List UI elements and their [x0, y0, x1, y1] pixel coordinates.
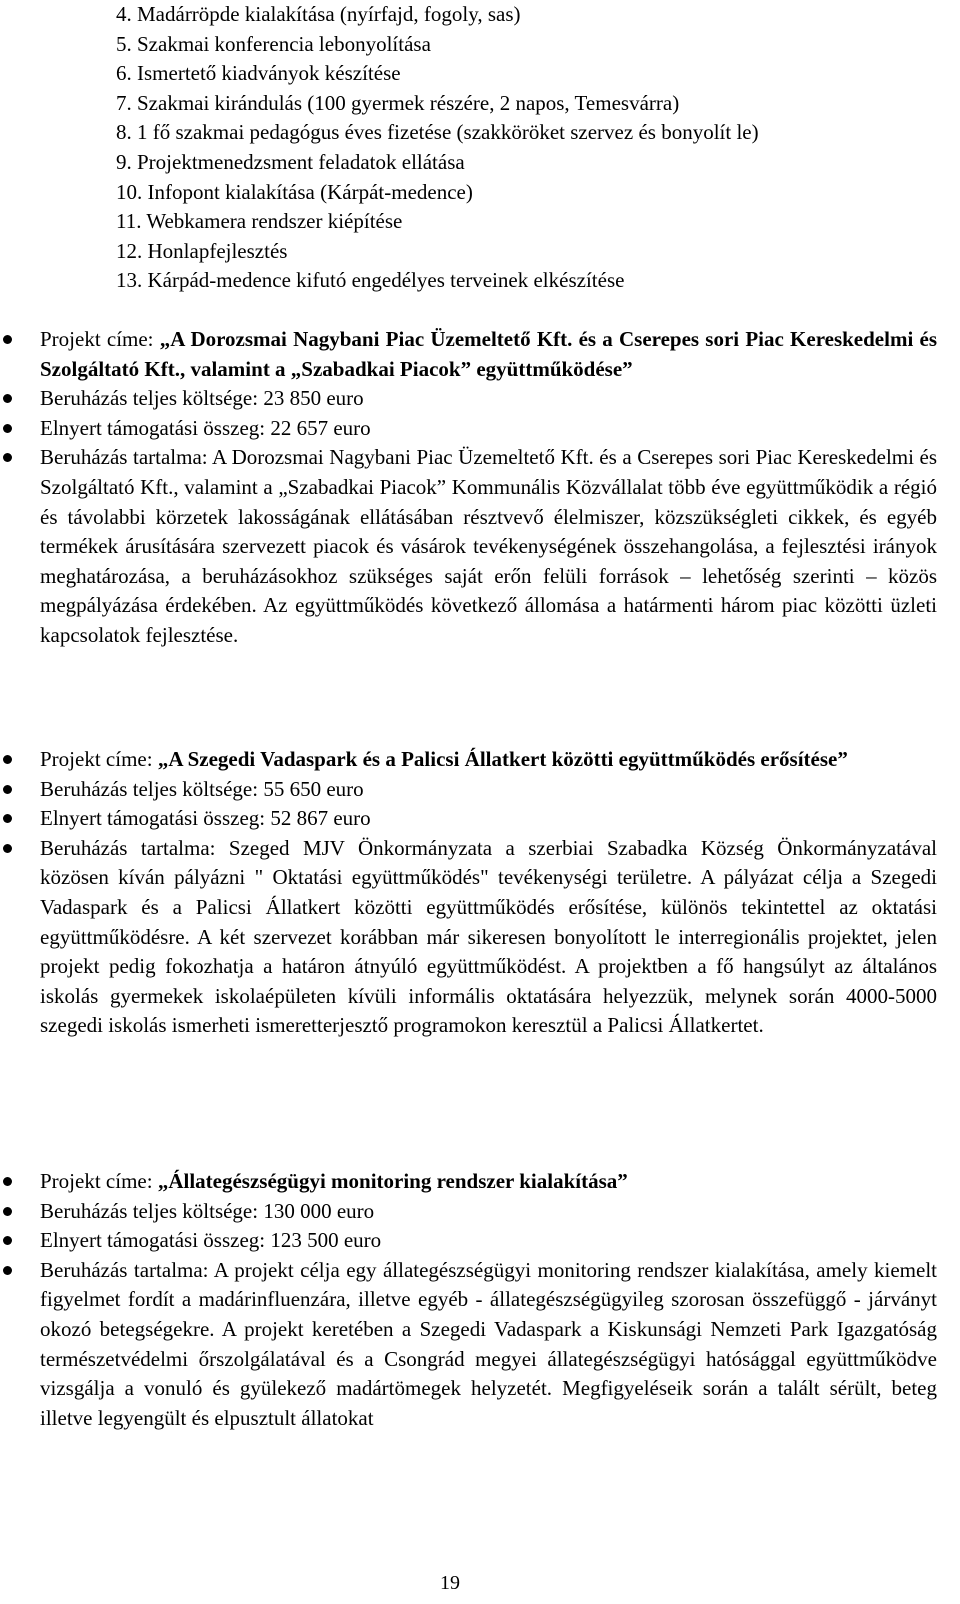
- list-item: 6. Ismertető kiadványok készítése: [116, 61, 401, 86]
- project-cost-bullet: [0, 775, 937, 805]
- project-title-bullet: [0, 325, 937, 384]
- project-title: „A Dorozsmai Nagybani Piac Üzemeltető Kft. és a Cserepes sori Piac Kereskedelmi és Szolgáltató Kft., valamint a „Szabadkai Piacok” együttműködése”: [40, 327, 937, 381]
- list-item: 4. Madárröpde kialakítása (nyírfajd, fogoly, sas): [116, 2, 521, 26]
- project-content-bullet: [0, 443, 937, 650]
- project-grant: Elnyert támogatási összeg: 52 867 euro: [40, 806, 371, 831]
- project-title-label: Projekt címe:: [40, 327, 160, 351]
- bullet-icon: [3, 1177, 12, 1186]
- project-cost-bullet: [0, 1197, 937, 1227]
- project-content-bullet: [0, 1256, 937, 1434]
- project-block-piac: [0, 325, 960, 651]
- project-title-bullet: [0, 745, 937, 775]
- project-cost: Beruházás teljes költsége: 23 850 euro: [40, 386, 364, 411]
- project-cost: Beruházás teljes költsége: 55 650 euro: [40, 776, 364, 801]
- bullet-icon: [3, 844, 12, 853]
- project-title-bullet: [0, 1167, 937, 1197]
- numbered-activity-list: [116, 0, 936, 296]
- project-content: Beruházás tartalma: Szeged MJV Önkormányzata a szerbiai Szabadka Község Önkormányzatával közösen kíván pályázni " Oktatási együttműködés" tevékenységi területre. A pályázat célja a Szegedi Vadaspark és a Palicsi Állatkert közötti együttműködés erősítése, különös tekintettel az oktatási együttműködésre. A két szervezet korábban már sikeresen bonyolított le interregionális projektet, jelen projekt pedig fokozhatja a határon átnyúló együttműködést. A projektben a fő hangsúlyt az általános iskolás gyermekek iskolaépületen kívüli informális oktatására helyezzük, melynek során 4000-5000 szegedi iskolás ismerheti ismeretterjesztő programokon keresztül a Palicsi Állatkertet.: [40, 835, 937, 1038]
- project-cost-bullet: [0, 384, 937, 414]
- list-item: 11. Webkamera rendszer kiépítése: [116, 209, 403, 234]
- page-number: 19: [440, 1572, 460, 1594]
- list-item: 5. Szakmai konferencia lebonyolítása: [116, 31, 431, 56]
- bullet-icon: [3, 453, 12, 462]
- project-block-monitoring: [0, 1167, 960, 1433]
- bullet-icon: [3, 814, 12, 823]
- project-content-bullet: [0, 834, 937, 1041]
- project-block-vadaspark: [0, 745, 960, 1041]
- project-grant: Elnyert támogatási összeg: 123 500 euro: [40, 1228, 382, 1253]
- list-item: 9. Projektmenedzsment feladatok ellátása: [116, 149, 465, 174]
- bullet-icon: [3, 335, 12, 344]
- bullet-icon: [3, 1207, 12, 1216]
- project-grant-bullet: [0, 804, 937, 834]
- project-cost: Beruházás teljes költsége: 130 000 euro: [40, 1198, 375, 1223]
- bullet-icon: [3, 785, 12, 794]
- project-title: „Állategészségügyi monitoring rendszer kialakítása”: [157, 1169, 628, 1193]
- project-title-label: Projekt címe:: [40, 747, 158, 771]
- project-title-label: Projekt címe:: [40, 1169, 158, 1193]
- bullet-icon: [3, 1236, 12, 1245]
- bullet-icon: [3, 424, 12, 433]
- project-grant: Elnyert támogatási összeg: 22 657 euro: [40, 415, 371, 440]
- bullet-icon: [3, 1266, 12, 1275]
- list-item: 13. Kárpád-medence kifutó engedélyes terveinek elkészítése: [116, 268, 625, 293]
- list-item: 7. Szakmai kirándulás (100 gyermek részére, 2 napos, Temesvárra): [116, 90, 680, 115]
- list-item: 10. Infopont kialakítása (Kárpát-medence): [116, 179, 473, 204]
- bullet-icon: [3, 755, 12, 764]
- project-content: Beruházás tartalma: A Dorozsmai Nagybani Piac Üzemeltető Kft. és a Cserepes sori Piac Kereskedelmi és Szolgáltató Kft., valamint a „Szabadkai Piacok” Kommunális Közvállalat több éve együttműködik a régió és távolabbi körzetek lakosságának ellátásában résztvevő élelmiszer, közszükségleti cikkek, és egyéb termékek árusítására szervezett piacok és vásárok tevékenységének összehangolása, a fejlesztési irányok meghatározása, a beruházásokhoz szükséges saját erőn felüli források – lehetőség szerinti – közös megpályázása érdekében. Az együttműködés következő állomása a határmenti három piac közötti üzleti kapcsolatok fejlesztése.: [40, 445, 937, 647]
- project-title: „A Szegedi Vadaspark és a Palicsi Állatkert közötti együttműködés erősítése”: [157, 747, 848, 771]
- project-grant-bullet: [0, 414, 937, 444]
- project-grant-bullet: [0, 1226, 937, 1256]
- list-item: 12. Honlapfejlesztés: [116, 238, 288, 263]
- project-content: Beruházás tartalma: A projekt célja egy állategészségügyi monitoring rendszer kialakítása, amely kiemelt figyelmet fordít a madárinfluenzára, illetve egyéb - állategészségügyileg szorosan összefüggő - járványt okozó betegségekre. A projekt keretében a Szegedi Vadaspark a Kiskunsági Nemzeti Park Igazgatóság természetvédelmi őrszolgálatával és a Csongrád megyei állategészségügyi hatósággal együttműködve vizsgálja a vonuló és gyülekező madártömegek helyzetét. Megfigyeléseik során a talált sérült, beteg illetve legyengült és elpusztult állatokat: [40, 1257, 937, 1430]
- bullet-icon: [3, 394, 12, 403]
- list-item: 8. 1 fő szakmai pedagógus éves fizetése (szakköröket szervez és bonyolít le): [116, 120, 759, 145]
